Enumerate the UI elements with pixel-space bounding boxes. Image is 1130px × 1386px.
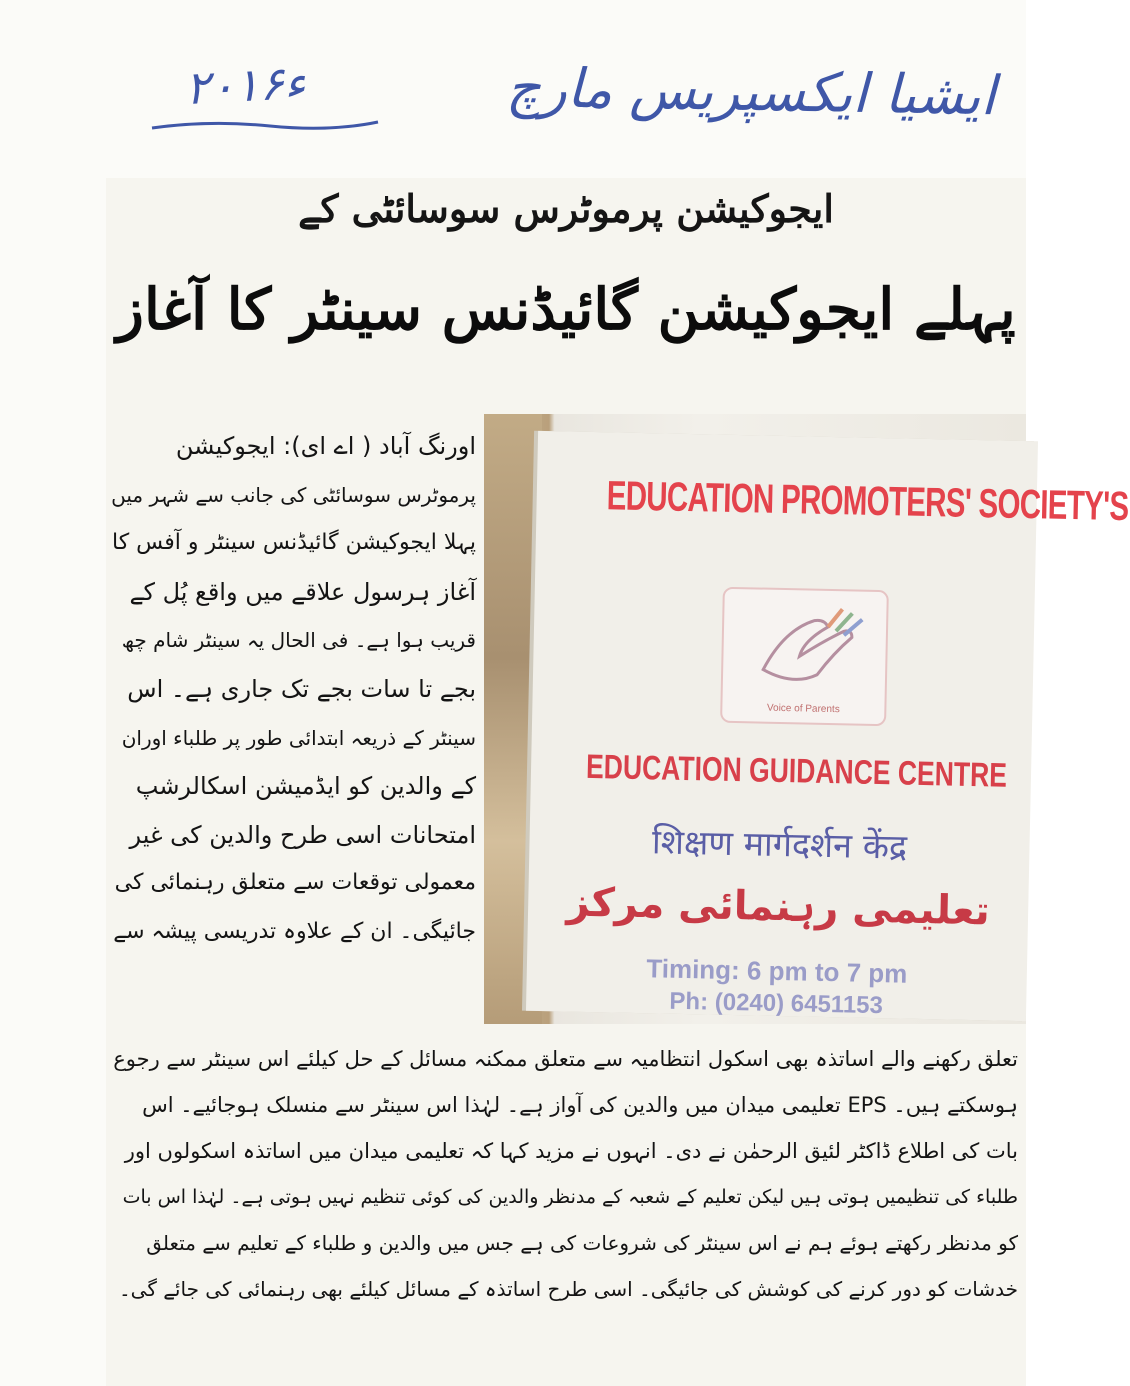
news-photo (484, 414, 1129, 1024)
body-line: ہوسکتے ہیں۔ EPS تعلیمی میدان میں والدین کی آواز ہے۔ لہٰذا اس سینٹر سے منسلک ہوجائیے۔ اس (142, 1093, 1018, 1117)
handwritten-underline (150, 118, 380, 132)
column-line: اورنگ آباد ( اے ای): ایجوکیشن (175, 432, 476, 460)
column-line: آغاز ہرسول علاقے میں واقع پُل کے (129, 577, 476, 606)
column-line: پرموٹرس سوسائٹی کی جانب سے شہر میں (111, 482, 476, 507)
headline-main: پہلے ایجوکیشن گائیڈنس سینٹر کا آغاز (116, 276, 1016, 343)
column-line: کے والدین کو ایڈمیشن اسکالرشپ (135, 772, 476, 801)
headline-kicker: ایجوکیشن پرموٹرس سوسائٹی کے (298, 186, 834, 231)
body-line: خدشات کو دور کرنے کی کوشش کی جائیگی۔ اسی طرح اساتذہ کے مسائل کیلئے بھی رہنمائی کی جائے گی۔ (118, 1277, 1018, 1301)
column-line: جائیگی۔ ان کے علاوہ تدریسی پیشہ سے (113, 918, 476, 944)
handwritten-source: ایشیا ایکسپریس مارچ (505, 55, 997, 128)
signboard (526, 431, 1129, 1021)
hand-logo-icon (723, 589, 887, 702)
signboard-title: EDUCATION PROMOTERS' SOCIETY'S (606, 472, 1129, 530)
society-logo (720, 587, 889, 726)
signboard-subtitle: EDUCATION GUIDANCE CENTRE (585, 747, 1008, 795)
body-line: طلباء کی تنظیمیں ہوتی ہیں لیکن تعلیم کے شعبہ کے مدنظر والدین کی کوئی تنظیم نہیں ہوتی ہے۔ لہٰذا اس بات (122, 1186, 1018, 1208)
column-line: سینٹر کے ذریعہ ابتدائی طور پر طلباء اوران (121, 725, 476, 750)
body-line: بات کی اطلاع ڈاکٹر لئیق الرحمٰن نے دی۔ انہوں نے مزید کہا کہ تعلیمی میدان میں اساتذہ اسکولوں اور (124, 1139, 1018, 1163)
body-line: کو مدنظر رکھتے ہوئے ہم نے اس سینٹر کی شروعات کی ہے جس میں والدین و طلباء کے تعلیم سے متعلق (146, 1231, 1018, 1255)
newspaper-clipping (106, 178, 1129, 1386)
column-line: بجے تا سات بجے تک جاری ہے۔ اس (127, 674, 476, 703)
body-line: تعلق رکھنے والے اساتذہ بھی اسکول انتظامیہ سے متعلق ممکنہ مسائل کے حل کیلئے اس سینٹر سے رجوع (113, 1047, 1018, 1071)
column-line: معمولی توقعات سے متعلق رہنمائی کی (114, 870, 476, 896)
handwritten-source-note (0, 0, 1026, 175)
handwritten-year: ۲۰۱۶ء (183, 54, 307, 116)
column-line: پہلا ایجوکیشن گائیڈنس سینٹر و آفس کا (111, 530, 476, 556)
signboard-hindi: शिक्षण मार्गदर्शन केंद्र (651, 822, 908, 868)
article-column (106, 422, 476, 957)
signboard-urdu: تعلیمی رہنمائی مرکز (566, 879, 991, 935)
column-line: امتحانات اسی طرح والدین کی غیر (129, 820, 476, 849)
logo-caption: Voice of Parents (766, 702, 840, 716)
column-line: قریب ہوا ہے۔ فی الحال یہ سینٹر شام چھ (121, 628, 476, 653)
article-full-width-text (106, 1036, 1018, 1312)
signboard-timing: Timing: 6 pm to 7 pm (646, 953, 908, 989)
signboard-phone: Ph: (0240) 6451153 (669, 987, 884, 1020)
